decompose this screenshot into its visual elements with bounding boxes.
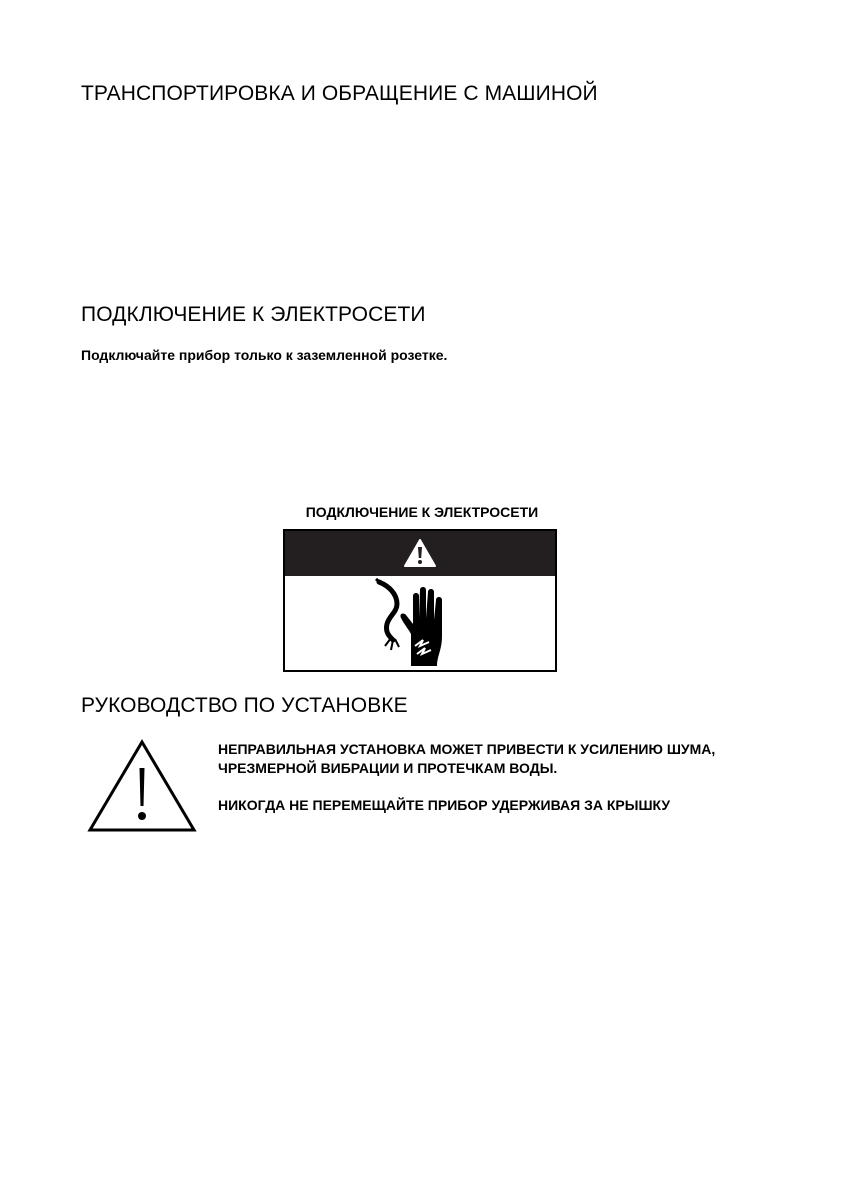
- electric-connection-heading: ПОДКЛЮЧЕНИЕ К ЭЛЕКТРОСЕТИ: [81, 303, 426, 326]
- warning-noise-vibration: НЕПРАВИЛЬНАЯ УСТАНОВКА МОЖЕТ ПРИВЕСТИ К УСИЛЕНИЮ ШУМА, ЧРЕЗМЕРНОЙ ВИБРАЦИИ И ПРОТЕЧКАМ ВОДЫ.: [218, 741, 716, 776]
- warning-icon: [403, 538, 437, 568]
- warning-triangle-icon: [86, 738, 198, 834]
- grounded-socket-instruction: Подключайте прибор только к заземленной розетке.: [81, 347, 448, 363]
- sign-caption: ПОДКЛЮЧЕНИЕ К ЭЛЕКТРОСЕТИ: [305, 504, 539, 520]
- warning-lid: НИКОГДА НЕ ПЕРЕМЕЩАЙТЕ ПРИБОР УДЕРЖИВАЯ ЗА КРЫШКУ: [218, 797, 671, 813]
- electric-hazard-sign: [283, 529, 557, 672]
- sign-pictogram-area: [285, 576, 555, 670]
- installation-guide-heading: РУКОВОДСТВО ПО УСТАНОВКЕ: [81, 694, 408, 717]
- electric-shock-hand-icon: [371, 576, 471, 670]
- sign-header-band: [285, 531, 555, 576]
- transport-heading: ТРАНСПОРТИРОВКА И ОБРАЩЕНИЕ С МАШИНОЙ: [81, 82, 598, 105]
- installation-warnings: [218, 740, 778, 833]
